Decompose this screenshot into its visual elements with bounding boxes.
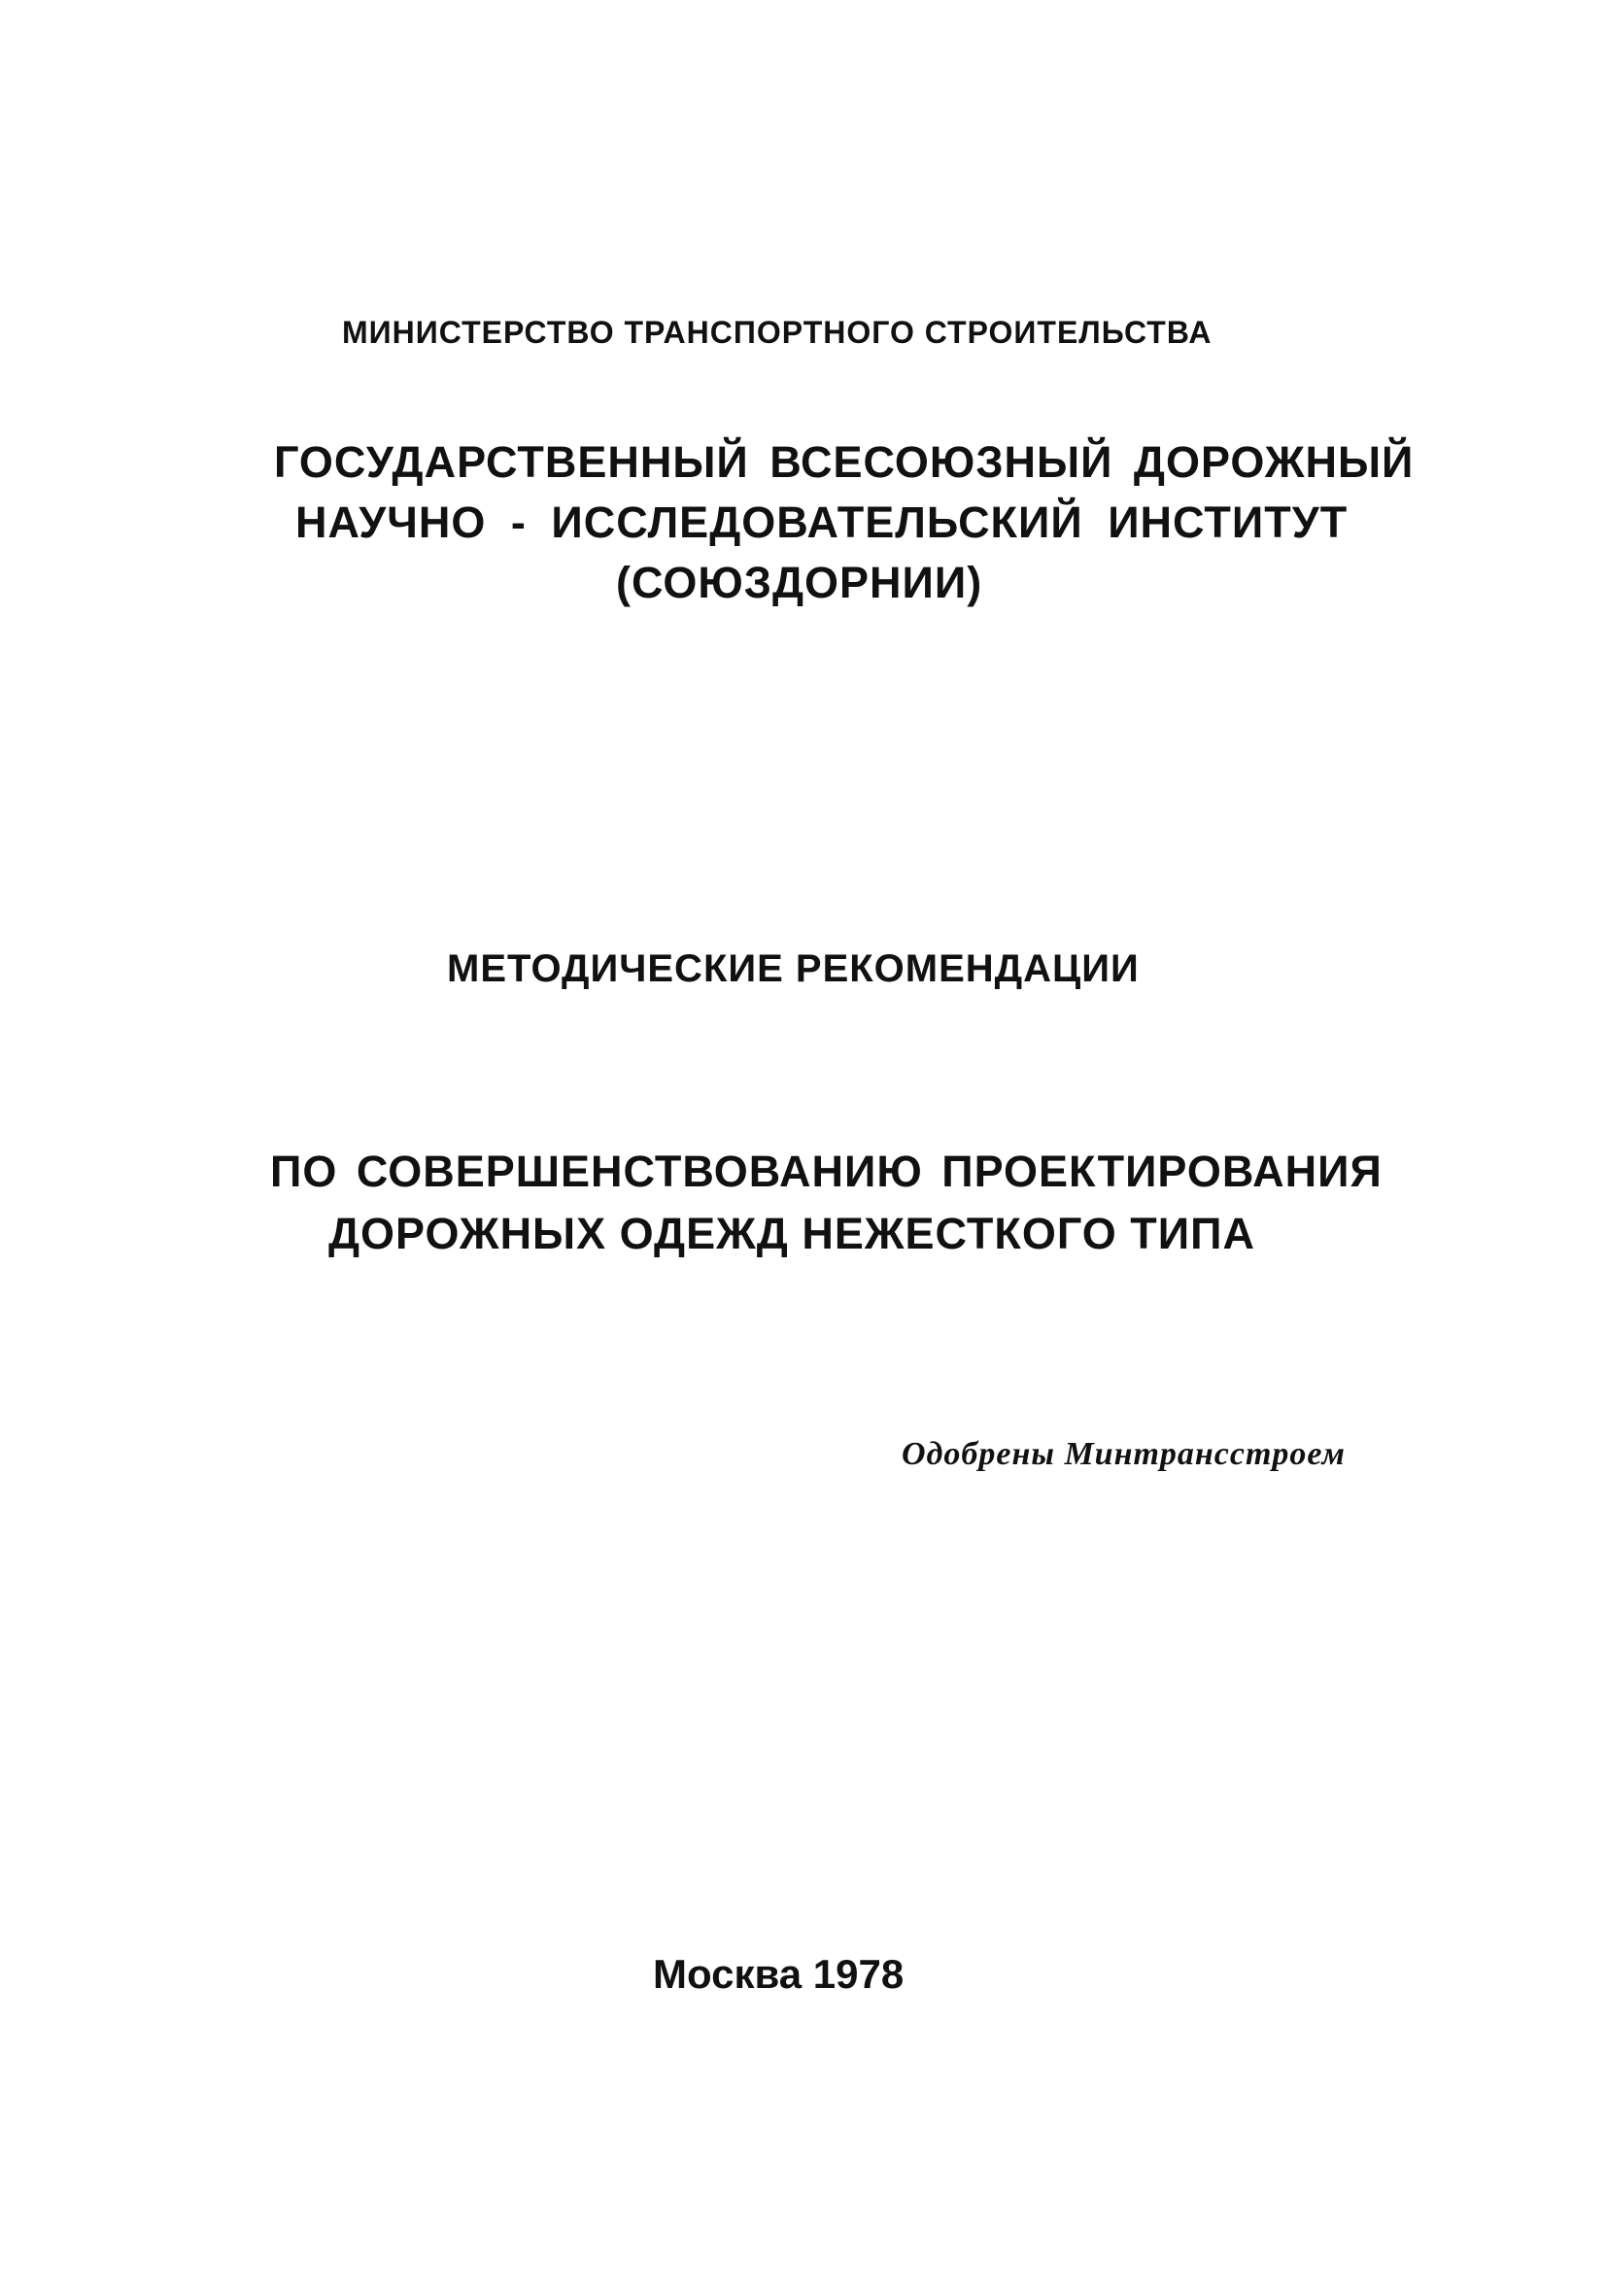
institute-abbreviation: (СОЮЗДОРНИИ): [616, 558, 983, 607]
document-title: МЕТОДИЧЕСКИЕ РЕКОМЕНДАЦИИ: [447, 947, 1140, 990]
place-and-year: Москва 1978: [653, 1951, 905, 1997]
institute-name-line-2: НАУЧНО - ИССЛЕДОВАТЕЛЬСКИЙ ИНСТИТУТ: [295, 497, 1349, 547]
approval-note: Одобрены Минтрансстроем: [902, 1436, 1346, 1472]
document-subtitle-line-1: ПО СОВЕРШЕНСТВОВАНИЮ ПРОЕКТИРОВАНИЯ: [270, 1147, 1383, 1196]
institute-name-line-1: ГОСУДАРСТВЕННЫЙ ВСЕСОЮЗНЫЙ ДОРОЖНЫЙ: [274, 437, 1415, 487]
ministry-name: МИНИСТЕРСТВО ТРАНСПОРТНОГО СТРОИТЕЛЬСТВА: [342, 315, 1213, 350]
document-subtitle-line-2: ДОРОЖНЫХ ОДЕЖД НЕЖЕСТКОГО ТИПА: [328, 1209, 1255, 1258]
